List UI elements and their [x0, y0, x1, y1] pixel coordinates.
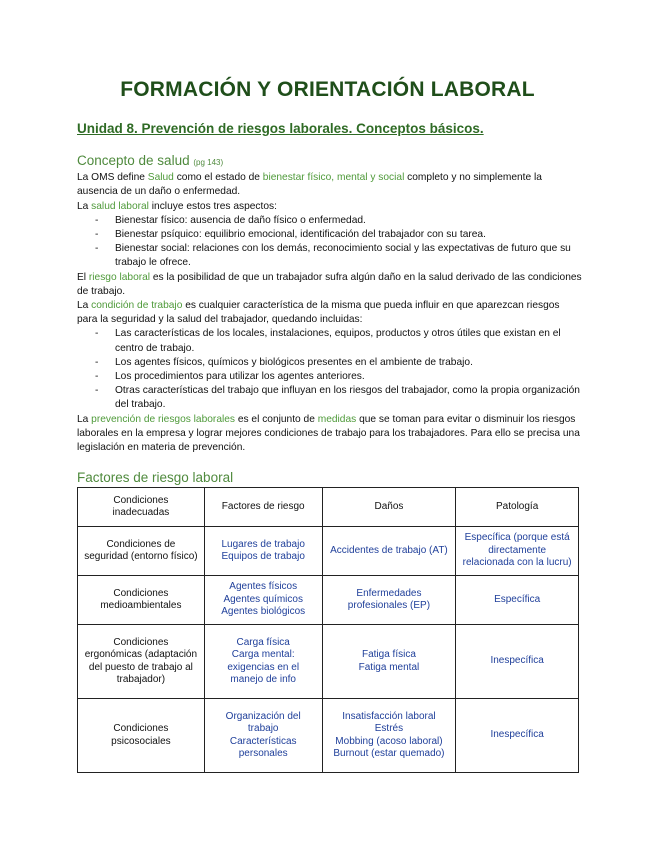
term-salud: Salud [147, 172, 174, 184]
table-row [78, 625, 579, 699]
pathology-cell: Específica [456, 576, 579, 625]
factors-cell: Carga física Carga mental: exigencias en el manejo de info [204, 625, 322, 699]
unit-heading: Unidad 8. Prevención de riesgos laborales. Conceptos básicos. [77, 121, 484, 136]
page-reference: (pg 143) [193, 158, 224, 167]
term-prevencion: prevención de riesgos laborales [91, 413, 236, 425]
condition-cell: Condiciones de seguridad (entorno físico) [78, 527, 205, 576]
damages-cell: Insatisfacción laboral Estrés Mobbing (acoso laboral) Burnout (estar quemado) [322, 699, 456, 773]
concept-section [77, 154, 582, 455]
paragraph-prevencion: La prevención de riesgos laborales es el conjunto de medidas que se toman para evitar o disminuir los riesgos laborales en la empresa y lograr mejores condiciones de trabajo para los trabajadores. Para ello se precisa una legislación en materia de prevención. [77, 413, 580, 454]
factors-cell: Lugares de trabajo Equipos de trabajo [204, 527, 322, 576]
factors-heading: Factores de riesgo laboral [77, 470, 234, 485]
list-item: - Los procedimientos para utilizar los agentes anteriores. [77, 370, 582, 384]
condition-cell: Condiciones psicosociales [78, 699, 205, 773]
aspects-list [77, 214, 582, 271]
table-row [78, 576, 579, 625]
table-row [78, 699, 579, 773]
risk-factors-table [77, 487, 579, 773]
paragraph-riesgo: El riesgo laboral es la posibilidad de que un trabajador sufra algún daño en la salud derivado de las condiciones de trabajo. [77, 271, 582, 297]
concept-heading-text: Concepto de salud [77, 153, 190, 168]
list-item: - Los agentes físicos, químicos y biológicos presentes en el ambiente de trabajo. [77, 356, 582, 370]
condition-cell: Condiciones ergonómicas (adaptación del puesto de trabajo al trabajador) [78, 625, 205, 699]
list-item: - Bienestar social: relaciones con los demás, reconocimiento social y las expectativas de futuro que su trabajo le ofrece. [77, 242, 582, 270]
list-item: - Bienestar físico: ausencia de daño físico o enfermedad. [77, 214, 582, 228]
pathology-cell: Inespecífica [456, 699, 579, 773]
concept-heading [77, 154, 582, 170]
table-header-row [78, 488, 579, 527]
column-header: Patología [456, 488, 579, 527]
column-header: Condiciones inadecuadas [78, 488, 205, 527]
list-item: - Bienestar psíquico: equilibrio emocional, identificación del trabajador con su tarea. [77, 228, 582, 242]
column-header: Factores de riesgo [204, 488, 322, 527]
pathology-cell: Específica (porque está directamente relacionada con la lucru) [456, 527, 579, 576]
paragraph-salud-laboral: La salud laboral incluye estos tres aspectos: [77, 200, 277, 212]
term-riesgo-laboral: riesgo laboral [88, 271, 151, 283]
factors-cell: Organización del trabajo Características personales [204, 699, 322, 773]
column-header: Daños [322, 488, 456, 527]
term-medidas: medidas [317, 413, 357, 425]
page-title: FORMACIÓN Y ORIENTACIÓN LABORAL [120, 78, 535, 101]
damages-cell: Enfermedades profesionales (EP) [322, 576, 456, 625]
list-item: - Otras características del trabajo que influyan en los riesgos del trabajador, como la propia organización del trabajo. [77, 384, 582, 412]
factors-cell: Agentes físicos Agentes químicos Agentes biológicos [204, 576, 322, 625]
list-item: - Las características de los locales, instalaciones, equipos, productos y otros útiles que existan en el centro de trabajo. [77, 327, 582, 355]
damages-cell: Fatiga física Fatiga mental [322, 625, 456, 699]
condition-cell: Condiciones medioambientales [78, 576, 205, 625]
paragraph-salud: La OMS define Salud como el estado de bienestar físico, mental y social completo y no simplemente la ausencia de un daño o enfermedad. [77, 172, 542, 198]
table-row [78, 527, 579, 576]
damages-cell: Accidentes de trabajo (AT) [322, 527, 456, 576]
term-condicion-trabajo: condición de trabajo [91, 300, 183, 312]
term-bienestar: bienestar físico, mental y social [262, 172, 405, 184]
term-salud-laboral: salud laboral [91, 200, 149, 212]
pathology-cell: Inespecífica [456, 625, 579, 699]
conditions-list [77, 327, 582, 412]
paragraph-condicion: La condición de trabajo es cualquier característica de la misma que pueda influir en que aparezcan riesgos para la seguridad y la salud del trabajador, quedando incluidas: [77, 300, 560, 326]
